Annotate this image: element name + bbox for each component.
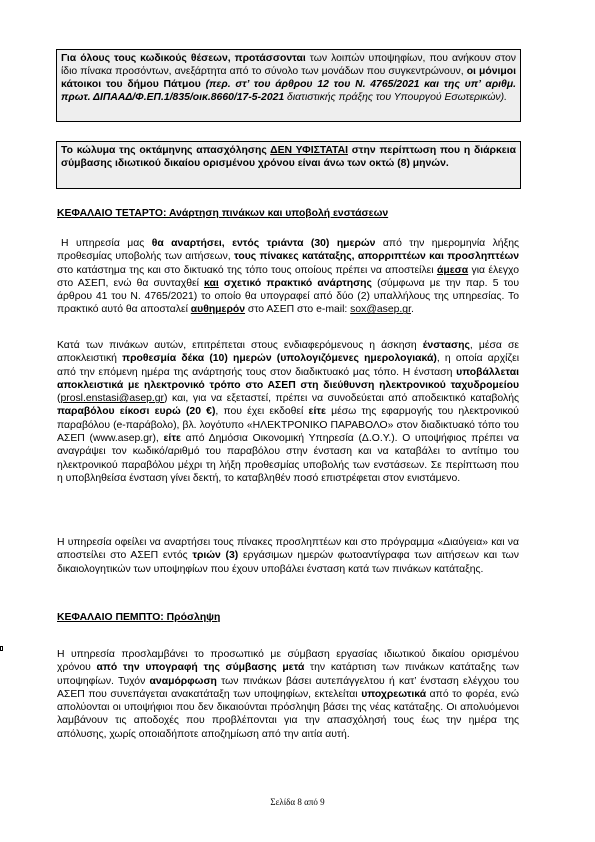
- p4-text-4: αναμόρφωση: [149, 675, 217, 687]
- section-heading-chapter-four: ΚΕΦΑΛΑΙΟ ΤΕΤΑΡΤΟ: Ανάρτηση πινάκων και υποβολή ενστάσεων: [57, 208, 389, 219]
- box1-text-4: (περ. στ’ του άρθρου 12 του Ν. 4765/2021 και της υπ’ αριθμ. πρωτ. ΔΙΠΑΑΔ/Φ.ΕΠ.1/835/οικ.8660/17-5-2021: [61, 79, 516, 103]
- p2-text-10: , που έχει εκδοθεί: [215, 406, 309, 418]
- p2-text-14: από Δημόσια Οικονομική Υπηρεσία (Δ.Ο.Υ.). Ο υποψήφιος πρέπει να αναγράψει τον κωδικό/αριθμό του παραβόλου στην ένσταση και να καταβάλει το αντίτιμο του ηλεκτρονικού παραβόλου μέχρι τη λήξη προθεσμίας υποβολής των ενστάσεων. Σε περίπτωση που η υποβληθείσα ένσταση γίνει δεκτή, το καταβληθέν ποσό επιστρέφεται στον ενιστάμενο.: [57, 433, 519, 484]
- box1-text-5: διατιστικής πράξης του Υπουργού Εσωτερικών).: [284, 92, 507, 103]
- p4-text-6: υποχρεωτικά: [361, 688, 427, 700]
- p2-text-6: υποβάλλεται αποκλειστικά με ηλεκτρονικό τρόπο στο ΑΣΕΠ στη διεύθυνση ηλεκτρονικού ταχυδρομείου: [57, 366, 519, 391]
- p2-text-13: είτε: [163, 433, 181, 445]
- p1-text-11: αυθημερόν: [190, 304, 246, 316]
- p1-text-4: τους πίνακες κατάταξης, απορριπτέων και προσληπτέων: [234, 251, 519, 263]
- p2-text-8: ) και, για να εξεταστεί, πρέπει να συνοδεύεται από αποδεικτικό καταβολής: [164, 393, 519, 405]
- paragraph-posting-tables: [57, 237, 519, 317]
- p1-text-3: από την ημερομηνία λήξης προθεσμίας υποβολής των αιτήσεων,: [57, 238, 520, 263]
- p3-text-2: τριών (3): [192, 550, 239, 562]
- p1-text-8: και: [204, 277, 219, 289]
- p2-text-1: Κατά των πινάκων αυτών, επιτρέπεται στους ενδιαφερόμενους η άσκηση: [57, 340, 423, 351]
- section-heading-chapter-five: ΚΕΦΑΛΑΙΟ ΠΕΜΠΤΟ: Πρόσληψη: [57, 612, 221, 623]
- paragraph-diavgeia: [57, 536, 519, 576]
- p4-text-7: από το φορέα, ενώ απολύονται οι υποψήφιοι που δεν δικαιούνται πρόσληψη βάσει της νέας κατάταξης. Οι απολυόμενοι λαμβάνουν τις αποδοχές που προβλέπονται για την απασχόλησή τους έως την ημέρα της απόλυσης, χωρίς οποιαδήποτε αποζημίωση από την αιτία αυτή.: [57, 688, 519, 740]
- p4-text-5: των πινάκων βάσει αυτεπάγγελτου ή κατ’ ένσταση ελέγχου του ΑΣΕΠ που συνεπάγεται ανακατάταξη των υποψηφίων, εκτελείται: [57, 675, 520, 700]
- box2-text-1: Το κώλυμα της οκτάμηνης απασχόλησης: [61, 145, 271, 156]
- page-number-footer: Σελίδα 8 από 9: [270, 797, 325, 807]
- p1-text-9: σχετικό πρακτικό ανάρτησης: [218, 277, 372, 289]
- p2-text-4: προθεσμία δέκα (10) ημερών (υπολογιζόμενες ημερολογιακά): [122, 353, 437, 365]
- p4-text-2: από την υπογραφή της σύμβασης μετά: [96, 662, 305, 674]
- email-link-prosl-enstasi[interactable]: prosl.enstasi@asep.gr: [60, 393, 165, 405]
- p1-text-12: στο ΑΣΕΠ στο e-mail:: [245, 304, 351, 316]
- p1-text-13: .: [410, 304, 414, 316]
- box2-text-2: ΔΕΝ ΥΦΙΣΤΑΤΑΙ: [270, 145, 348, 156]
- p1-text-7: για έλεγχο στο ΑΣΕΠ, ενώ θα συνταχθεί: [57, 264, 519, 289]
- p2-text-5: , η οποία αρχίζει από την επόμενη ημέρα της ανάρτησής τους στον διαδικτυακό μας τόπο. Η ένσταση: [57, 353, 520, 378]
- p1-text-10: (σύμφωνα με την παρ. 5 του άρθρου 41 του Ν. 4765/2021) το οποίο θα υπογραφεί από δύο (2) υπαλλήλους της υπηρεσίας. Το πρακτικό αυτό θα αποσταλεί: [57, 277, 520, 316]
- p4-text-1: Η υπηρεσία προσλαμβάνει το προσωπικό με σύμβαση εργασίας ιδιωτικού δικαίου ορισμένου χρόνου: [57, 649, 519, 674]
- p2-text-12: μέσω της εφαρμογής του ηλεκτρονικού παραβόλου (e-παράβολο), βλ. λογότυπο «ΗΛΕΚΤΡΟΝΙΚΟ ΠΑΡΑΒΟΛΟ» στον διαδικτυακό τόπο του ΑΣΕΠ (www.asep.gr),: [57, 406, 519, 445]
- notice-box-eight-month-rule: [56, 141, 521, 189]
- paragraph-objections: [57, 339, 519, 485]
- p1-text-5: στο κατάστημα της και στο δικτυακό της τόπο τους οποίους πρέπει να αποστείλει: [57, 264, 437, 276]
- p2-text-9: παραβόλου είκοσι ευρώ (20 €): [57, 406, 216, 418]
- paragraph-hiring: [57, 648, 519, 741]
- p2-text-3: , μέσα σε αποκλειστική: [57, 340, 519, 365]
- p1-text-6: άμεσα: [436, 264, 469, 276]
- p2-text-2: ένστασης: [422, 340, 470, 351]
- notice-box-patmos-priority: [56, 49, 521, 122]
- p2-text-7: (: [57, 393, 61, 405]
- box2-text-3: στην περίπτωση που η διάρκεια σύμβασης ιδιωτικού δικαίου ορισμένου χρόνου είναι άνω των οκτώ (8) μηνών.: [61, 145, 516, 169]
- p1-text-1: Η υπηρεσία μας: [61, 238, 152, 249]
- margin-marker: [0, 646, 3, 651]
- p3-text-3: εργάσιμων ημερών φωτοαντίγραφα των αιτήσεων και των δικαιολογητικών των υποψηφίων που έχουν υποβάλει ένσταση κατά των πινάκων κατάταξης.: [57, 550, 519, 575]
- box1-text-3: οι μόνιμοι κάτοικοι του δήμου Πάτμου: [61, 66, 516, 90]
- p3-text-1: Η υπηρεσία οφείλει να αναρτήσει τους πίνακες προσληπτέων και στο πρόγραμμα «Διαύγεια» και να αποστείλει στο ΑΣΕΠ εντός: [57, 537, 519, 562]
- box1-text-2: των λοιπών υποψηφίων, που ανήκουν στον ίδιο πίνακα προσόντων, ανεξάρτητα από το σύνολο των μονάδων που συγκεντρώνουν,: [61, 53, 517, 77]
- p1-text-2: θα αναρτήσει, εντός τριάντα (30) ημερών: [151, 238, 376, 249]
- email-link-sox[interactable]: sox@asep.gr: [350, 304, 411, 316]
- p4-text-3: την κατάρτιση των πινάκων κατάταξης των υποψηφίων. Τυχόν: [57, 662, 520, 687]
- p2-text-11: είτε: [308, 406, 326, 418]
- box1-text-1: Για όλους τους κωδικούς θέσεων, προτάσσονται: [61, 53, 306, 64]
